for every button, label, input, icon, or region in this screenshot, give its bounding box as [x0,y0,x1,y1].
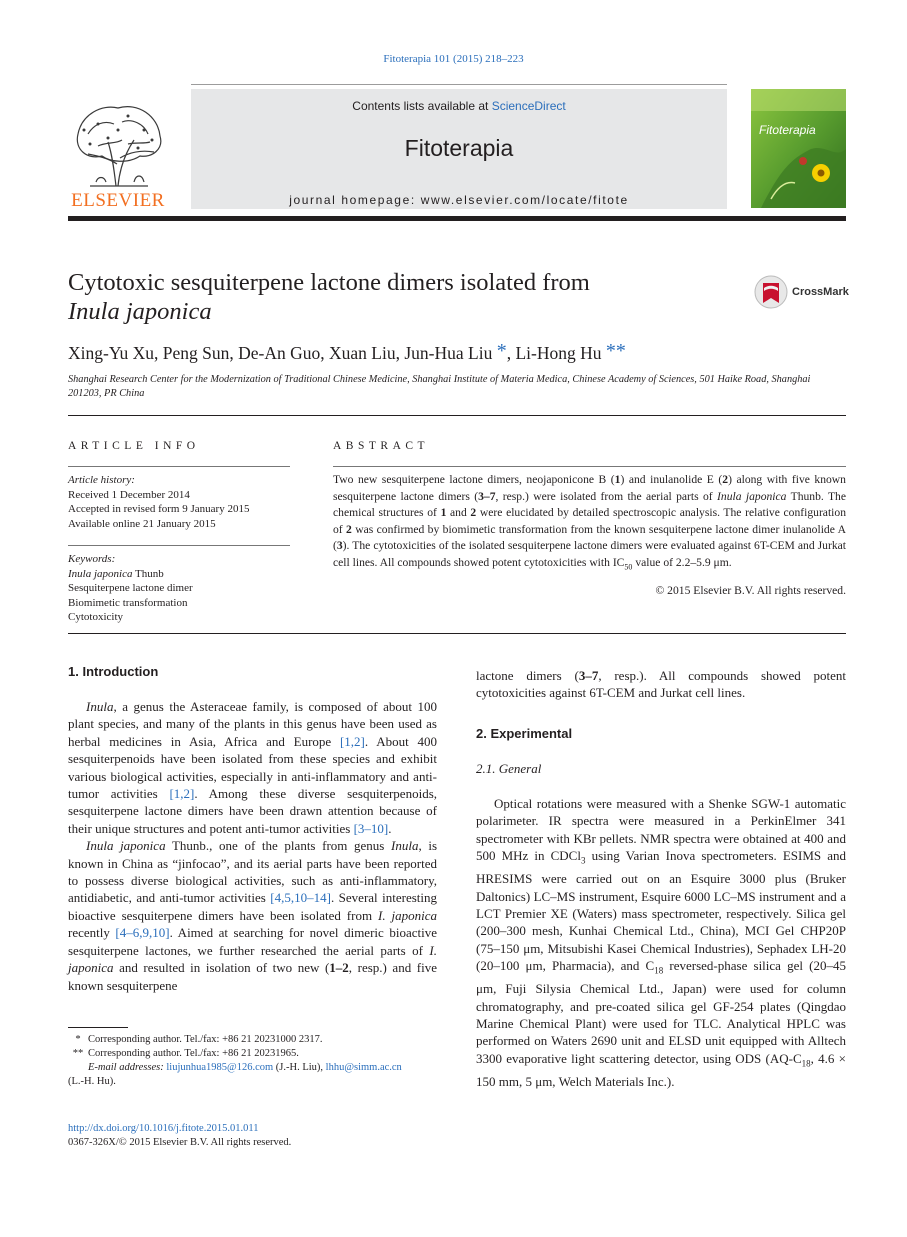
footnote-1: * Corresponding author. Tel./fax: +86 21 20231000 2317. [75,1034,323,1045]
crossmark-label: CrossMark [792,286,849,298]
introduction-heading: 1. Introduction [68,664,159,679]
abstract-copyright: © 2015 Elsevier B.V. All rights reserved. [655,584,846,597]
introduction-body [68,698,437,994]
general-body: Optical rotations were measured with a Shenke SGW-1 automatic polarimeter. IR spectra were measured in a PerkinElmer 341 spectrometer with KBr pellets. NMR spectra were obtained at 400 and 500 MHz in CDCl$_3$ using Varian Inova spectrometers. ESIMS and HRESIMS were carried out on an Esquire 3000 plus (Bruker Daltonics) LC–MS instrument, Esquire 6000 LC–MS instrument and a LCT Premier XE (Waters) mass spectrometer, respectively. Silica gel (200–300 mesh, Kunhai Chemical Ltd., China), MCI Gel CHP20P (75–150 μm, Mitsubishi Kasei Chemical Industries), Sephadex LH-20 (20–100 μm, Pharmacia), and $C_{18}$ reversed-phase silica gel (20–45 μm, Fuji Silysia Chemical Ltd., Japan) were used for column chromatography, and pre-coated silica gel GF-254 plates (Qingdao Marine Chemical Plant) were used for TLC. Analytical HPLC was performed on Waters 2690 unit and ELSD unit equipped with Alltech 3300 evaporative light scattering detector, using ODS ($AQ-C_{18}$, 4.6 × 150 mm, 5 μm, Welch Materials Inc.). [476,796,847,1089]
email-link-1[interactable]: liujunhua1985@126.com [166,1062,274,1073]
corresponding-mark-2[interactable]: ** [605,340,626,362]
keywords-label: Keywords: [68,553,116,565]
contents-available-line [191,99,727,113]
article-info-heading: ARTICLE INFO [68,440,200,452]
email-link-2[interactable]: lhhu@simm.ac.cn [325,1062,402,1073]
doi-block [68,1122,438,1150]
footnote-emails: E-mail addresses: liujunhua1985@126.com (J.-H. Liu), lhhu@simm.ac.cn [88,1062,402,1073]
doi-link[interactable]: http://dx.doi.org/10.1016/j.fitote.2015.01.011 [68,1123,259,1134]
received-date: Received 1 December 2014 [68,488,190,501]
footnote-emails-end: (L.-H. Hu). [68,1076,116,1087]
revised-date: Accepted in revised form 9 January 2015 [68,503,250,515]
elsevier-wordmark: ELSEVIER [71,190,165,211]
ref-link[interactable]: [4,5,10–14] [270,890,331,906]
ref-link[interactable]: [4–6,9,10] [115,925,170,941]
footnotes [68,1033,438,1089]
keyword-3: Biomimetic transformation [68,596,188,609]
ref-link[interactable]: [1,2] [169,786,195,802]
keyword-1-rest: Thunb [132,567,164,580]
header-top-rule [191,84,727,85]
header-divider [68,216,846,221]
journal-homepage[interactable]: journal homepage: www.elsevier.com/locate/fitote [289,193,629,207]
ref-link[interactable]: [3–10] [353,820,389,836]
keyword-2: Sesquiterpene lactone dimer [68,582,193,594]
keywords [68,552,290,625]
history-label: Article history: [68,474,135,486]
article-info-rule [68,466,290,467]
authors-part2: , Li-Hong Hu [506,343,602,363]
keyword-1-species: Inula japonica [68,567,133,580]
journal-title: Fitoterapia [404,135,514,161]
abstract-divider [68,633,846,634]
author-list [68,340,848,364]
cover-title: Fitoterapia [759,123,816,137]
crossmark-icon [754,275,788,309]
article-history [68,473,290,531]
ref-link[interactable]: [1,2] [339,733,365,749]
cover-art [751,89,846,208]
article-title [68,268,688,326]
keywords-rule [68,545,290,546]
intro-paragraph-2: Inula japonica Thunb., one of the plants from genus Inula, is known in China as “jinfocao”, and its aerial parts have been reported to possess diverse biological activities, such as anti-inflammatory, antidiabetic, and anti-tumor activities [4,5,10–14]. Several interesting bioactive sesquiterpene dimers have been isolated from I. japonica recently [4–6,9,10]. Aimed at searching for novel dimeric bioactive sesquiterpene lactones, we further researched the aerial parts of I. japonica and resulted in isolation of two new (1–2, resp.) and five known sesquiterpene [68,838,438,993]
issn-line: 0367-326X/© 2015 Elsevier B.V. All rights reserved. [68,1137,292,1148]
journal-reference-link[interactable]: Fitoterapia 101 (2015) 218–223 [383,53,524,65]
contents-prefix: Contents lists available at [352,99,492,113]
article-title-line2: Inula japonica [68,298,212,325]
online-date: Available online 21 January 2015 [68,517,216,530]
abstract-body: Two new sesquiterpene lactone dimers, neojaponicone B (1) and inulanolide E (2) along with five known sesquiterpene lactone dimers (3–7, resp.) were isolated from the aerial parts of Inula japonica Thunb. The chemical structures of 1 and 2 were elucidated by detailed spectroscopic analysis. The relative configuration of 2 was confirmed by biomimetic transformation from the known sesquiterpene lactone dimer inulanolide A (3). The cytotoxicities of the isolated sesquiterpene lactone dimers were evaluated against 6T-CEM and Jurkat cell lines. All compounds showed potent cytotoxicities with $IC_{50}$ value of 2.2–5.9 μm. [333,473,846,571]
keyword-4: Cytotoxicity [68,611,123,623]
corresponding-mark-1[interactable]: * [496,340,507,362]
journal-masthead [191,89,727,209]
introduction-continued: lactone dimers (3–7, resp.). All compounds showed potent cytotoxicities against 6T-CEM and Jurkat cell lines. [476,668,846,701]
footnote-rule [68,1027,128,1028]
sciencedirect-link[interactable]: ScienceDirect [491,99,566,113]
keyword-1 [68,567,290,582]
journal-cover-thumbnail[interactable] [751,89,846,208]
footnote-2: ** Corresponding author. Tel./fax: +86 21 20231965. [72,1048,299,1059]
crossmark-badge[interactable] [754,275,854,309]
affiliation-divider [68,415,846,416]
affiliation: Shanghai Research Center for the Modernization of Traditional Chinese Medicine, Shanghai Institute of Materia Medica, Chinese Academy of Sciences, 501 Haike Road, Shanghai 201203, PR China [68,374,811,399]
abstract-rule [333,466,846,467]
experimental-heading: 2. Experimental [476,726,573,741]
abstract-heading: ABSTRACT [333,440,430,452]
general-subheading: 2.1. General [476,761,542,776]
article-title-line1: Cytotoxic sesquiterpene lactone dimers isolated from [68,269,590,296]
intro-paragraph-1: Inula, a genus the Asteraceae family, is composed of about 100 plant species, and many of the plants in this genus have been used as herbal medicines in Asia, Africa and Europe [1,2]. About 400 sesquiterpenoids have been isolated from these species and exhibit various biological activities, especially in anti-inflammatory and anti-tumor activities [1,2]. Among these diverse sesquiterpenoids, sesquiterpene lactone dimers have been drawn attention because of their unique structures and potent anti-tumor activities [3–10]. [68,699,437,836]
authors-part1: Xing-Yu Xu, Peng Sun, De-An Guo, Xuan Liu, Jun-Hua Liu [68,343,493,363]
